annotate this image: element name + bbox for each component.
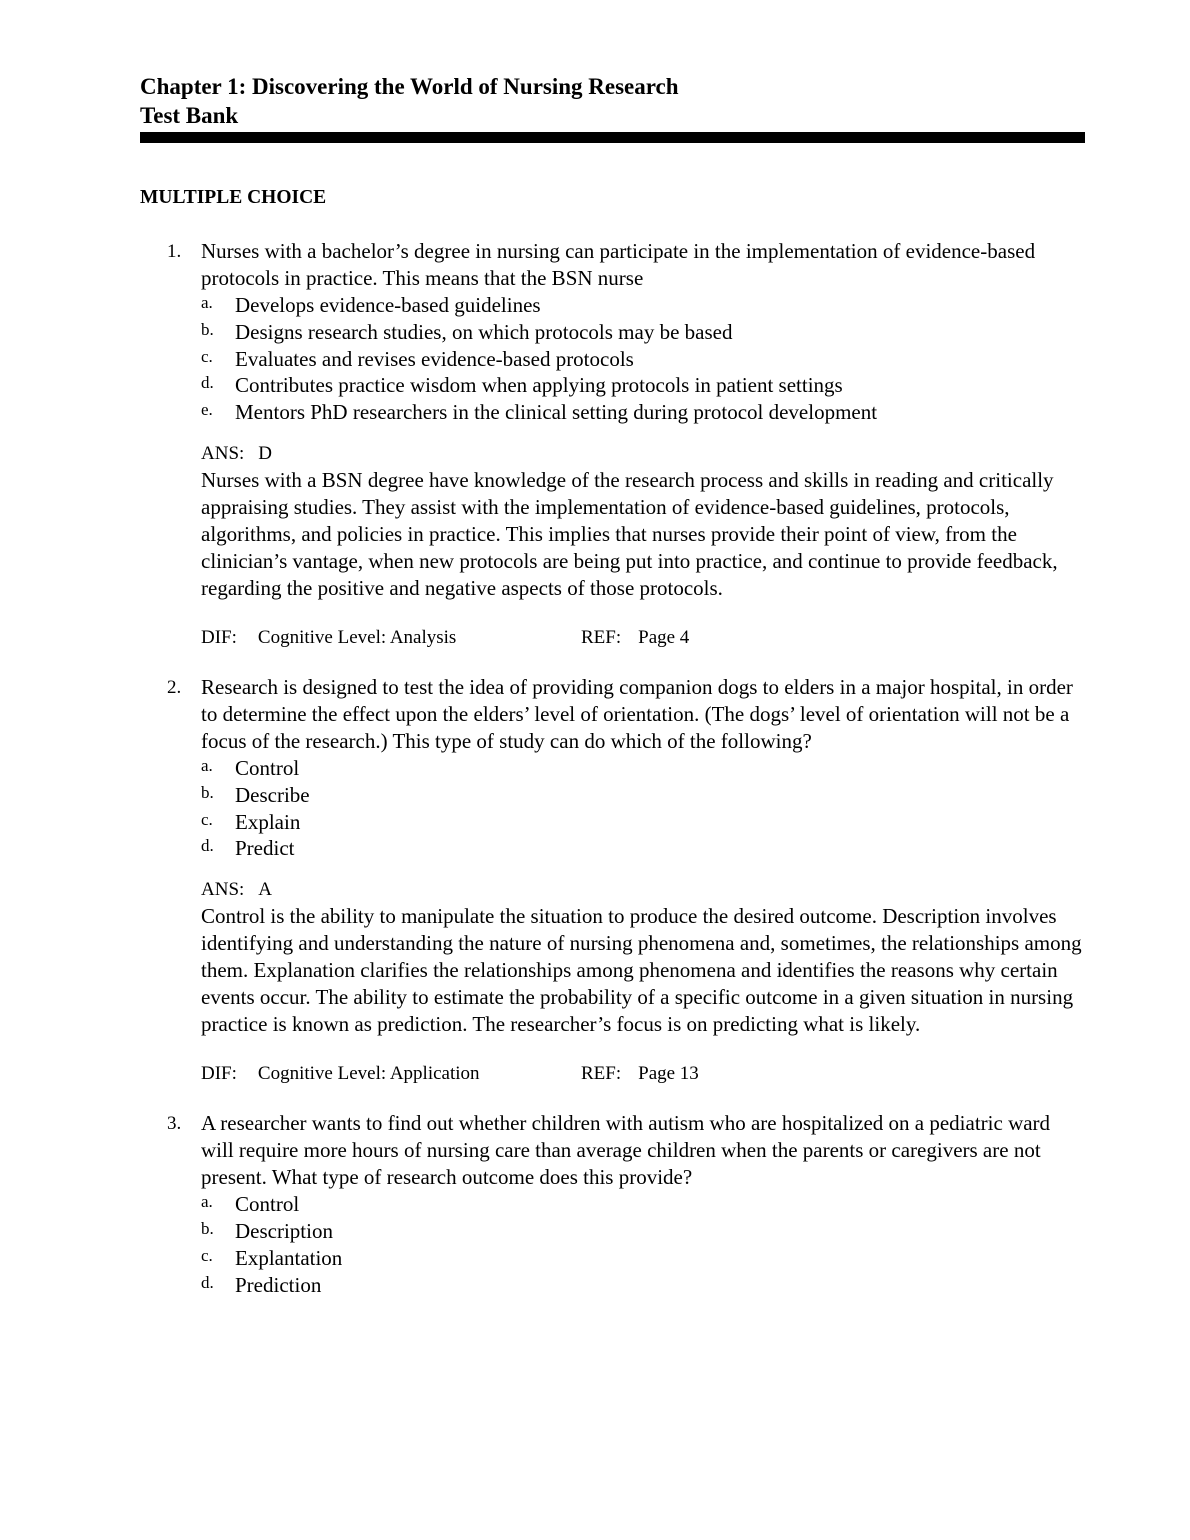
chapter-title bbox=[140, 72, 1085, 130]
choice-text: Designs research studies, on which protocols may be based bbox=[235, 319, 733, 344]
choice-item bbox=[201, 292, 1085, 319]
choice-item bbox=[201, 755, 1085, 782]
answer-line bbox=[201, 876, 1085, 903]
question-stem: Research is designed to test the idea of providing companion dogs to elders in a major hospital, in order to determine the effect upon the elders’ level of orientation. (The dogs’ level of orientation will not be a focus of the research.) This type of study can do which of the following? bbox=[201, 674, 1073, 753]
choice-item bbox=[201, 782, 1085, 809]
choice-text: Control bbox=[235, 1192, 300, 1217]
choice-letter: b. bbox=[201, 782, 214, 802]
choice-list bbox=[201, 1191, 1085, 1298]
choice-item bbox=[201, 346, 1085, 373]
question-stem: Nurses with a bachelor’s degree in nursing can participate in the implementation of evidence-based protocols in practice. This means that the BSN nurse bbox=[201, 239, 1036, 290]
reference-value: Page 13 bbox=[638, 1063, 699, 1085]
difficulty bbox=[201, 1060, 480, 1087]
answer-rationale: Control is the ability to manipulate the situation to produce the desired outcome. Description involves identifying and understanding the nature of nursing phenomena and, sometimes, the relationships among them. Explanation clarifies the relationships among phenomena and identifies the reasons why certain events occur. The ability to estimate the probability of a specific outcome in a given situation in nursing practice is known as prediction. The researcher’s focus is on predicting what is likely. bbox=[201, 904, 1082, 1037]
choice-letter: a. bbox=[201, 1192, 213, 1212]
choice-text: Contributes practice wisdom when applying protocols in patient settings bbox=[235, 373, 843, 398]
choice-letter: a. bbox=[201, 293, 213, 312]
reference bbox=[581, 624, 689, 651]
choice-item bbox=[201, 372, 1085, 399]
choice-letter: c. bbox=[201, 346, 213, 366]
choice-item bbox=[201, 1272, 1085, 1299]
choice-letter: d. bbox=[201, 373, 214, 393]
choice-text: Description bbox=[235, 1218, 333, 1243]
question-3 bbox=[140, 1110, 1085, 1298]
choice-item bbox=[201, 399, 1085, 426]
choice-text: Prediction bbox=[235, 1272, 322, 1297]
answer-line bbox=[201, 440, 1085, 467]
choice-text: Describe bbox=[235, 782, 310, 807]
question-stem: A researcher wants to find out whether children with autism who are hospitalized on a pediatric ward will require more hours of nursing care than average children when the parents or caregivers are not present. What type of research outcome does this provide? bbox=[201, 1111, 1051, 1190]
reference-label: REF: bbox=[581, 1063, 622, 1085]
section-heading: MULTIPLE CHOICE bbox=[140, 187, 327, 208]
choice-text: Develops evidence-based guidelines bbox=[235, 293, 541, 317]
chapter-title-text: Chapter 1: Discovering the World of Nursing Research bbox=[140, 74, 679, 99]
choice-text: Explantation bbox=[235, 1245, 343, 1270]
reference bbox=[581, 1060, 699, 1087]
reference-value: Page 4 bbox=[638, 626, 690, 648]
difficulty bbox=[201, 624, 456, 651]
choice-letter: d. bbox=[201, 836, 214, 856]
question-number: 2. bbox=[167, 676, 182, 698]
question-1 bbox=[140, 238, 1085, 651]
title-rule-divider bbox=[140, 132, 1085, 143]
choice-letter: d. bbox=[201, 1272, 214, 1292]
difficulty-value: Cognitive Level: Application bbox=[257, 1063, 480, 1085]
difficulty-label: DIF: bbox=[201, 1063, 237, 1085]
question-number: 1. bbox=[167, 241, 182, 262]
choice-list bbox=[201, 292, 1085, 426]
choice-text: Mentors PhD researchers in the clinical setting during protocol development bbox=[235, 400, 878, 425]
question-number: 3. bbox=[167, 1113, 182, 1135]
choice-list bbox=[201, 755, 1085, 862]
reference-label: REF: bbox=[581, 626, 622, 648]
choice-text: Predict bbox=[235, 836, 295, 861]
question-meta bbox=[201, 1060, 1085, 1087]
answer-value: D bbox=[258, 442, 273, 464]
choice-letter: b. bbox=[201, 319, 214, 339]
choice-item bbox=[201, 1245, 1085, 1272]
choice-letter: b. bbox=[201, 1218, 214, 1238]
choice-item bbox=[201, 835, 1085, 862]
choice-item bbox=[201, 1218, 1085, 1245]
document-page bbox=[140, 72, 1085, 1298]
choice-text: Explain bbox=[235, 809, 301, 834]
answer-label: ANS: bbox=[201, 442, 245, 464]
choice-letter: a. bbox=[201, 755, 213, 775]
answer-rationale: Nurses with a BSN degree have knowledge of the research process and skills in reading and critically appraising studies. They assist with the implementation of evidence-based guidelines, protocols, algorithms, and policies in practice. This implies that nurses provide their point of view, from the clinician’s vantage, when new protocols are being put into practice, and continue to provide feedback, regarding the positive and negative aspects of those protocols. bbox=[201, 467, 1058, 600]
test-bank-subtitle: Test Bank bbox=[140, 103, 239, 128]
choice-item bbox=[201, 319, 1085, 346]
choice-text: Evaluates and revises evidence-based protocols bbox=[235, 346, 634, 371]
question-meta bbox=[201, 624, 1085, 651]
difficulty-value: Cognitive Level: Analysis bbox=[257, 626, 457, 648]
answer-value: A bbox=[258, 879, 273, 901]
choice-letter: e. bbox=[201, 400, 213, 420]
question-2 bbox=[140, 674, 1085, 1087]
choice-item bbox=[201, 1191, 1085, 1218]
difficulty-label: DIF: bbox=[201, 626, 237, 648]
choice-text: Control bbox=[235, 755, 300, 780]
answer-label: ANS: bbox=[201, 879, 245, 901]
choice-letter: c. bbox=[201, 1245, 213, 1265]
choice-item bbox=[201, 809, 1085, 836]
choice-letter: c. bbox=[201, 809, 213, 829]
